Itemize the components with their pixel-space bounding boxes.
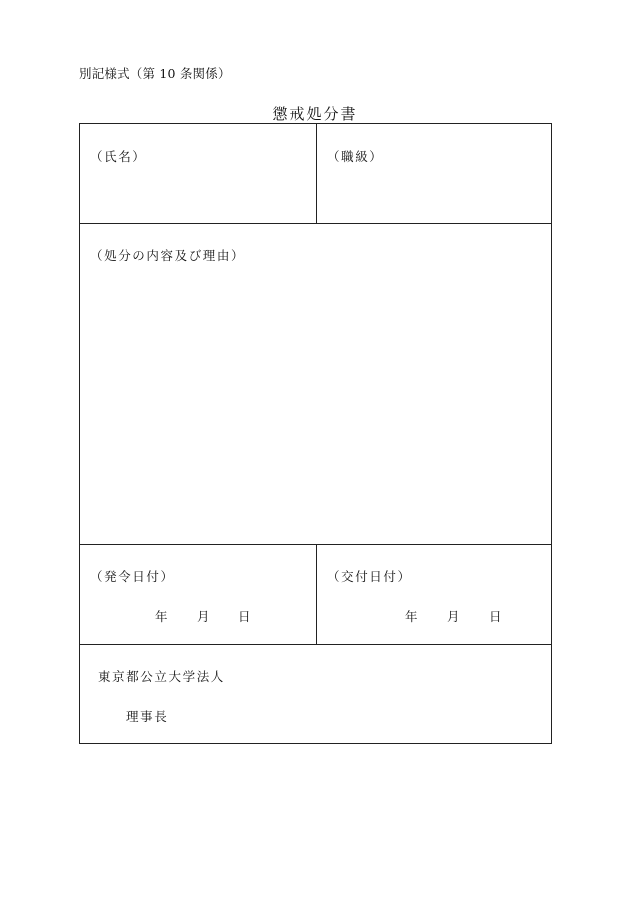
name-field-label: （氏名）: [90, 149, 147, 164]
form-reference: 別記様式（第 10 条関係）: [79, 66, 231, 81]
column-divider: [316, 124, 317, 223]
delivery-year-unit: 年: [405, 609, 418, 624]
document-title: 懲戒処分書: [272, 105, 358, 123]
issue-day-unit: 日: [238, 609, 251, 624]
delivery-date-label: （交付日付）: [327, 569, 412, 584]
issuer-organization: 東京都公立大学法人: [98, 669, 225, 684]
issue-date-label: （発令日付）: [90, 569, 175, 584]
issue-year-unit: 年: [155, 609, 168, 624]
column-divider: [316, 544, 317, 644]
rank-field-label: （職級）: [327, 149, 384, 164]
issuer-position: 理事長: [126, 709, 169, 724]
row-divider: [80, 644, 551, 645]
delivery-day-unit: 日: [489, 609, 502, 624]
delivery-month-unit: 月: [447, 609, 460, 624]
content-field-label: （処分の内容及び理由）: [90, 248, 246, 263]
row-divider: [80, 223, 551, 224]
disciplinary-form-table: [79, 123, 552, 744]
issue-month-unit: 月: [197, 609, 210, 624]
